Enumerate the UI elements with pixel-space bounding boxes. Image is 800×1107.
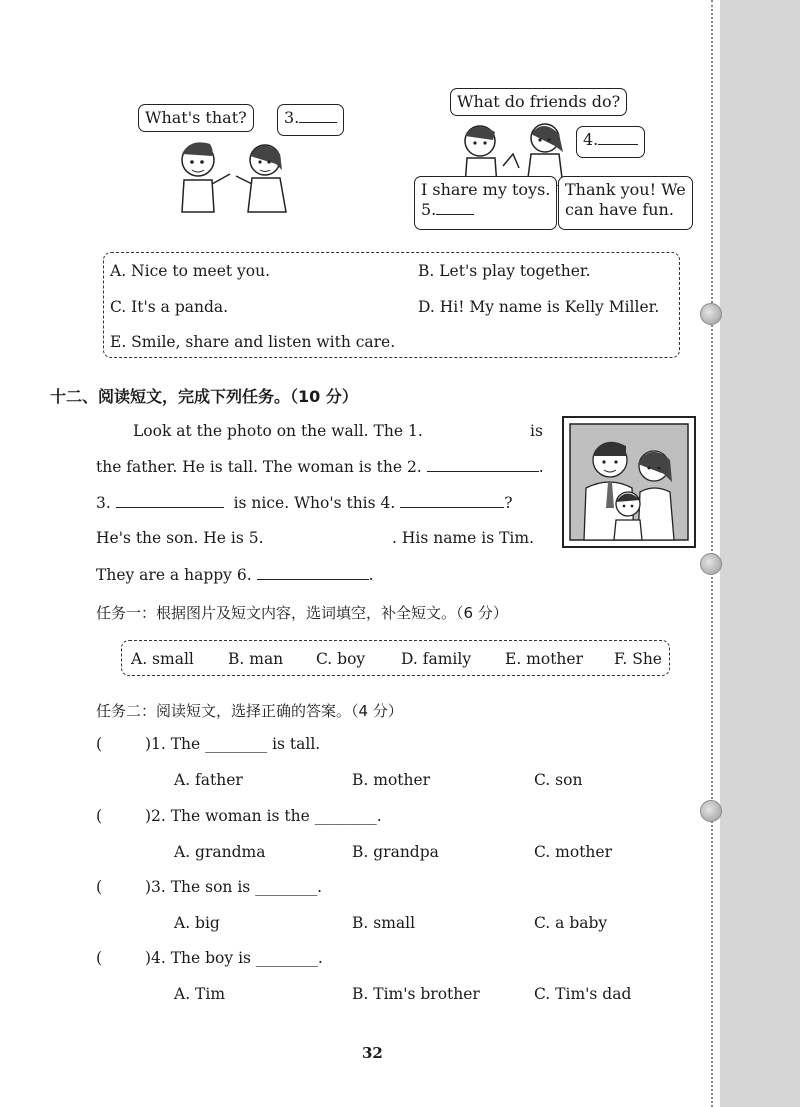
- question-1-option-a: A. father: [174, 771, 243, 789]
- passage-blank-2[interactable]: [427, 457, 539, 472]
- passage-line-4a: He's the son. He is 5.: [96, 529, 264, 547]
- family-photo: [562, 416, 696, 548]
- passage-blank-4[interactable]: [400, 493, 504, 508]
- speech-bubble-blank-4: [576, 126, 645, 158]
- question-2-option-c: C. mother: [534, 843, 612, 861]
- answer-paren-close: ): [145, 735, 152, 753]
- question-3-option-c: C. a baby: [534, 914, 608, 932]
- question-4-stem: 4. The boy is ________.: [151, 949, 323, 967]
- blank-label-3: 3.: [284, 108, 300, 127]
- children-illustration-1: [170, 130, 310, 220]
- question-2-stem: 2. The woman is the ________.: [151, 807, 382, 825]
- word-bank-box: [121, 640, 670, 676]
- task-two-instruction: 任务二：阅读短文，选择正确的答案。（4 分）: [96, 702, 403, 720]
- question-3-option-b: B. small: [352, 914, 416, 932]
- bubble-line-thank-you: Thank you! We: [565, 180, 686, 199]
- bubble-line-have-fun: can have fun.: [565, 200, 674, 219]
- answer-slot-3[interactable]: [103, 876, 143, 896]
- question-4-option-a: A. Tim: [174, 985, 226, 1003]
- answer-paren-open: (: [96, 949, 103, 967]
- speech-bubble-share-toys: [414, 176, 557, 230]
- option-d: D. Hi! My name is Kelly Miller.: [418, 298, 660, 316]
- answer-slot-1[interactable]: [103, 733, 143, 753]
- binding-hole: [700, 553, 722, 575]
- answer-slot-4[interactable]: [103, 947, 143, 967]
- question-2-option-a: A. grandma: [174, 843, 266, 861]
- speech-bubble-whats-that: What's that?: [138, 104, 254, 132]
- passage-blank-6[interactable]: [257, 565, 369, 580]
- passage-line-2: [96, 457, 544, 476]
- answer-paren-open: (: [96, 735, 103, 753]
- question-4-option-b: B. Tim's brother: [352, 985, 480, 1003]
- word-bank-f: F. She: [614, 650, 662, 668]
- answer-paren-close: ): [145, 878, 152, 896]
- passage-text-2: the father. He is tall. The woman is the 2.: [96, 458, 422, 476]
- word-bank-e: E. mother: [505, 650, 583, 668]
- word-bank-d: D. family: [401, 650, 472, 668]
- passage-line-1a: Look at the photo on the wall. The 1.: [133, 422, 423, 440]
- passage-period-2: .: [538, 458, 544, 476]
- answer-slot-2[interactable]: [103, 805, 143, 825]
- blank-label-4: 4.: [583, 130, 599, 149]
- passage-line-5: [96, 565, 374, 584]
- passage-text-3: is nice. Who's this 4.: [233, 494, 396, 512]
- option-b: B. Let's play together.: [418, 262, 591, 280]
- answer-paren-close: ): [145, 949, 152, 967]
- answer-paren-open: (: [96, 878, 103, 896]
- question-1-stem: 1. The ________ is tall.: [151, 735, 321, 753]
- speech-bubble-what-do-friends-do: What do friends do?: [450, 88, 627, 116]
- passage-question-mark: ?: [504, 494, 513, 512]
- question-1-option-c: C. son: [534, 771, 583, 789]
- passage-text-5: They are a happy 6.: [96, 566, 252, 584]
- section-heading: 十二、阅读短文，完成下列任务。（10 分）: [50, 387, 358, 406]
- option-e: E. Smile, share and listen with care.: [110, 333, 396, 351]
- passage-line-4b: . His name is Tim.: [392, 529, 534, 547]
- passage-label-3: 3.: [96, 494, 111, 512]
- question-4-option-c: C. Tim's dad: [534, 985, 632, 1003]
- word-bank-c: C. boy: [316, 650, 366, 668]
- blank-label-5: 5.: [421, 200, 437, 219]
- bubble-line-share-toys: I share my toys.: [421, 180, 551, 199]
- passage-line-1b: is: [530, 422, 543, 440]
- answer-blank-3[interactable]: [299, 108, 337, 123]
- page-number: 32: [362, 1044, 383, 1062]
- binding-hole: [700, 303, 722, 325]
- speech-bubble-thank-you: [558, 176, 693, 230]
- question-3-option-a: A. big: [174, 914, 220, 932]
- passage-period-5: .: [368, 566, 374, 584]
- answer-paren-open: (: [96, 807, 103, 825]
- question-3-stem: 3. The son is ________.: [151, 878, 323, 896]
- option-a: A. Nice to meet you.: [110, 262, 271, 280]
- word-bank-a: A. small: [131, 650, 194, 668]
- right-margin-strip: [720, 0, 800, 1107]
- task-one-instruction: 任务一：根据图片及短文内容，选词填空，补全短文。（6 分）: [96, 604, 508, 622]
- passage-line-3: [96, 493, 513, 512]
- binding-hole: [700, 800, 722, 822]
- option-c: C. It's a panda.: [110, 298, 229, 316]
- answer-blank-4[interactable]: [598, 130, 638, 145]
- word-bank-b: B. man: [228, 650, 284, 668]
- answer-blank-5[interactable]: [436, 200, 474, 215]
- answer-paren-close: ): [145, 807, 152, 825]
- question-2-option-b: B. grandpa: [352, 843, 439, 861]
- passage-blank-3[interactable]: [116, 493, 224, 508]
- question-1-option-b: B. mother: [352, 771, 431, 789]
